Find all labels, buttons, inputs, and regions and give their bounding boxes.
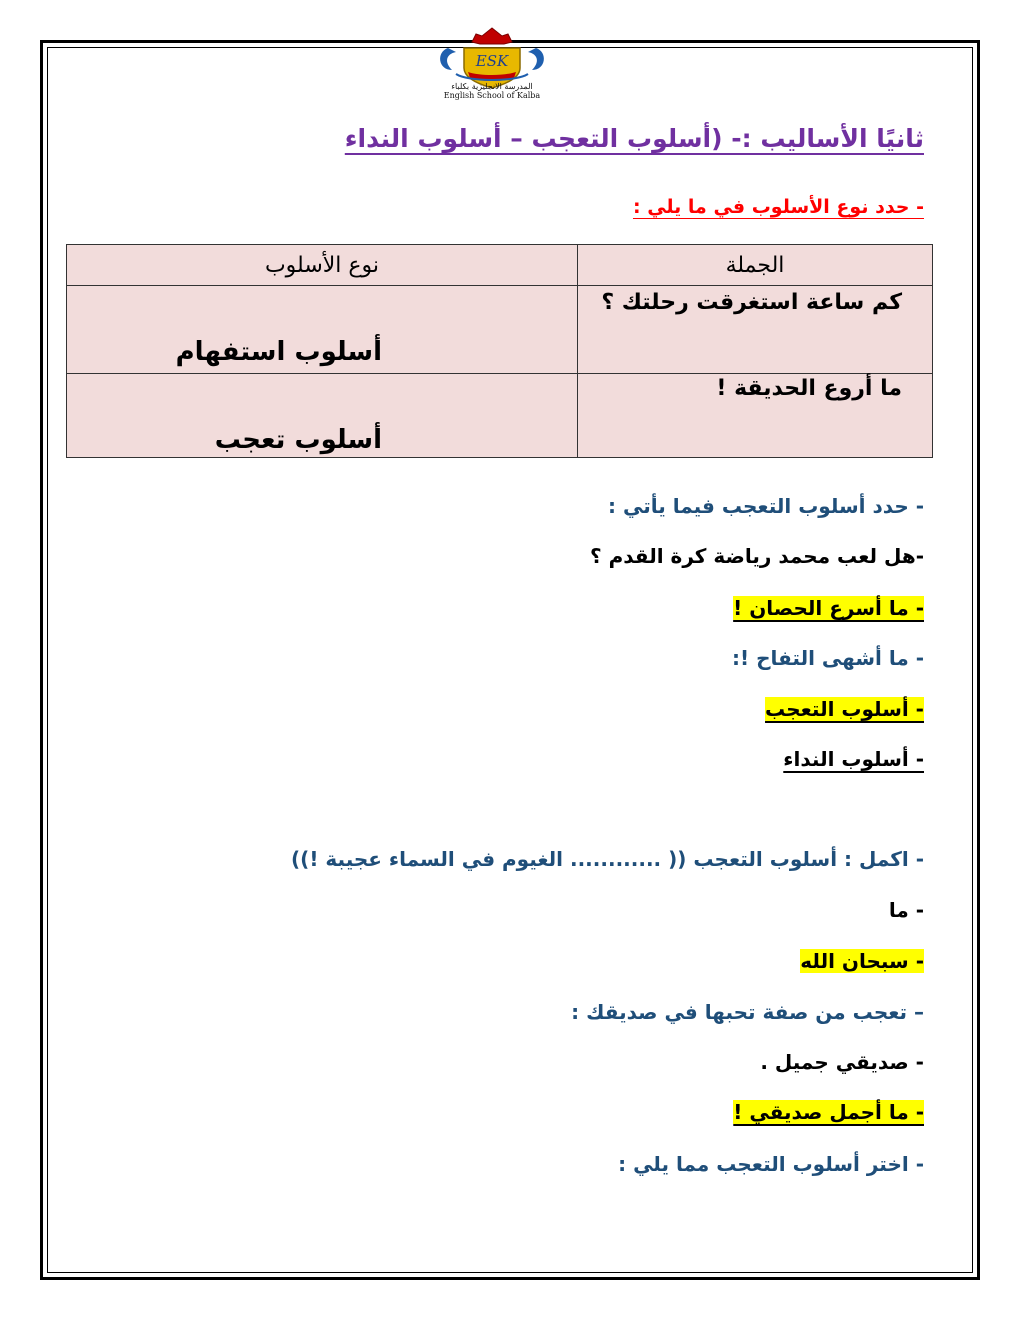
exercise4-given: - صديقي جميل . (760, 1050, 924, 1074)
highlighted-answer: - ما أجمل صديقي ! (733, 1100, 924, 1124)
highlighted-answer: - أسلوب التعجب (765, 697, 924, 721)
page-title: ثانيًا الأساليب :- (أسلوب التعجب – أسلوب النداء (344, 124, 924, 153)
exercise2-option-1: -هل لعب محمد رياضة كرة القدم ؟ (590, 544, 924, 568)
choice-exclamation-style (765, 697, 924, 721)
svg-text:ESK: ESK (475, 52, 509, 70)
table-cell-type: أسلوب استفهام (67, 286, 578, 374)
header-style-type: نوع الأسلوب (67, 245, 578, 286)
table-cell-sentence: كم ساعة استغرقت رحلتك ؟ (578, 286, 933, 374)
exercise1-instruction: - حدد نوع الأسلوب في ما يلي : (632, 196, 924, 218)
exercise3-instruction: - اكمل : أسلوب التعجب (( ............ الغيوم في السماء عجيبة !)) (291, 847, 924, 871)
highlighted-answer: - ما أسرع الحصان ! (733, 596, 924, 620)
header-sentence: الجملة (578, 245, 933, 286)
exercise3-answer-2 (800, 949, 924, 973)
exercise4-answer (733, 1100, 924, 1124)
logo-caption-english: English School of Kalba (443, 91, 541, 100)
exercise3-answer-1: - ما (888, 898, 924, 922)
style-classification-table (66, 244, 933, 458)
table-cell-type: أسلوب تعجب (67, 374, 578, 458)
table-header-row (67, 245, 933, 286)
exercise4-instruction: – تعجب من صفة تحبها في صديقك : (571, 1000, 924, 1024)
table-row (67, 286, 933, 374)
logo-caption-arabic: المدرسة الانجليزية بكلباء (451, 82, 533, 91)
exercise2-option-3: - ما أشهى التفاح !: (732, 646, 924, 670)
exercise5-instruction: - اختر أسلوب التعجب مما يلي : (618, 1152, 924, 1176)
choice-vocative-style: - أسلوب النداء (783, 747, 924, 771)
highlighted-answer: - سبحان الله (800, 949, 924, 973)
table-row (67, 374, 933, 458)
table-cell-sentence: ما أروع الحديقة ! (578, 374, 933, 458)
exercise2-instruction: - حدد أسلوب التعجب فيما يأتي : (608, 494, 924, 518)
exercise2-option-2 (733, 596, 924, 620)
